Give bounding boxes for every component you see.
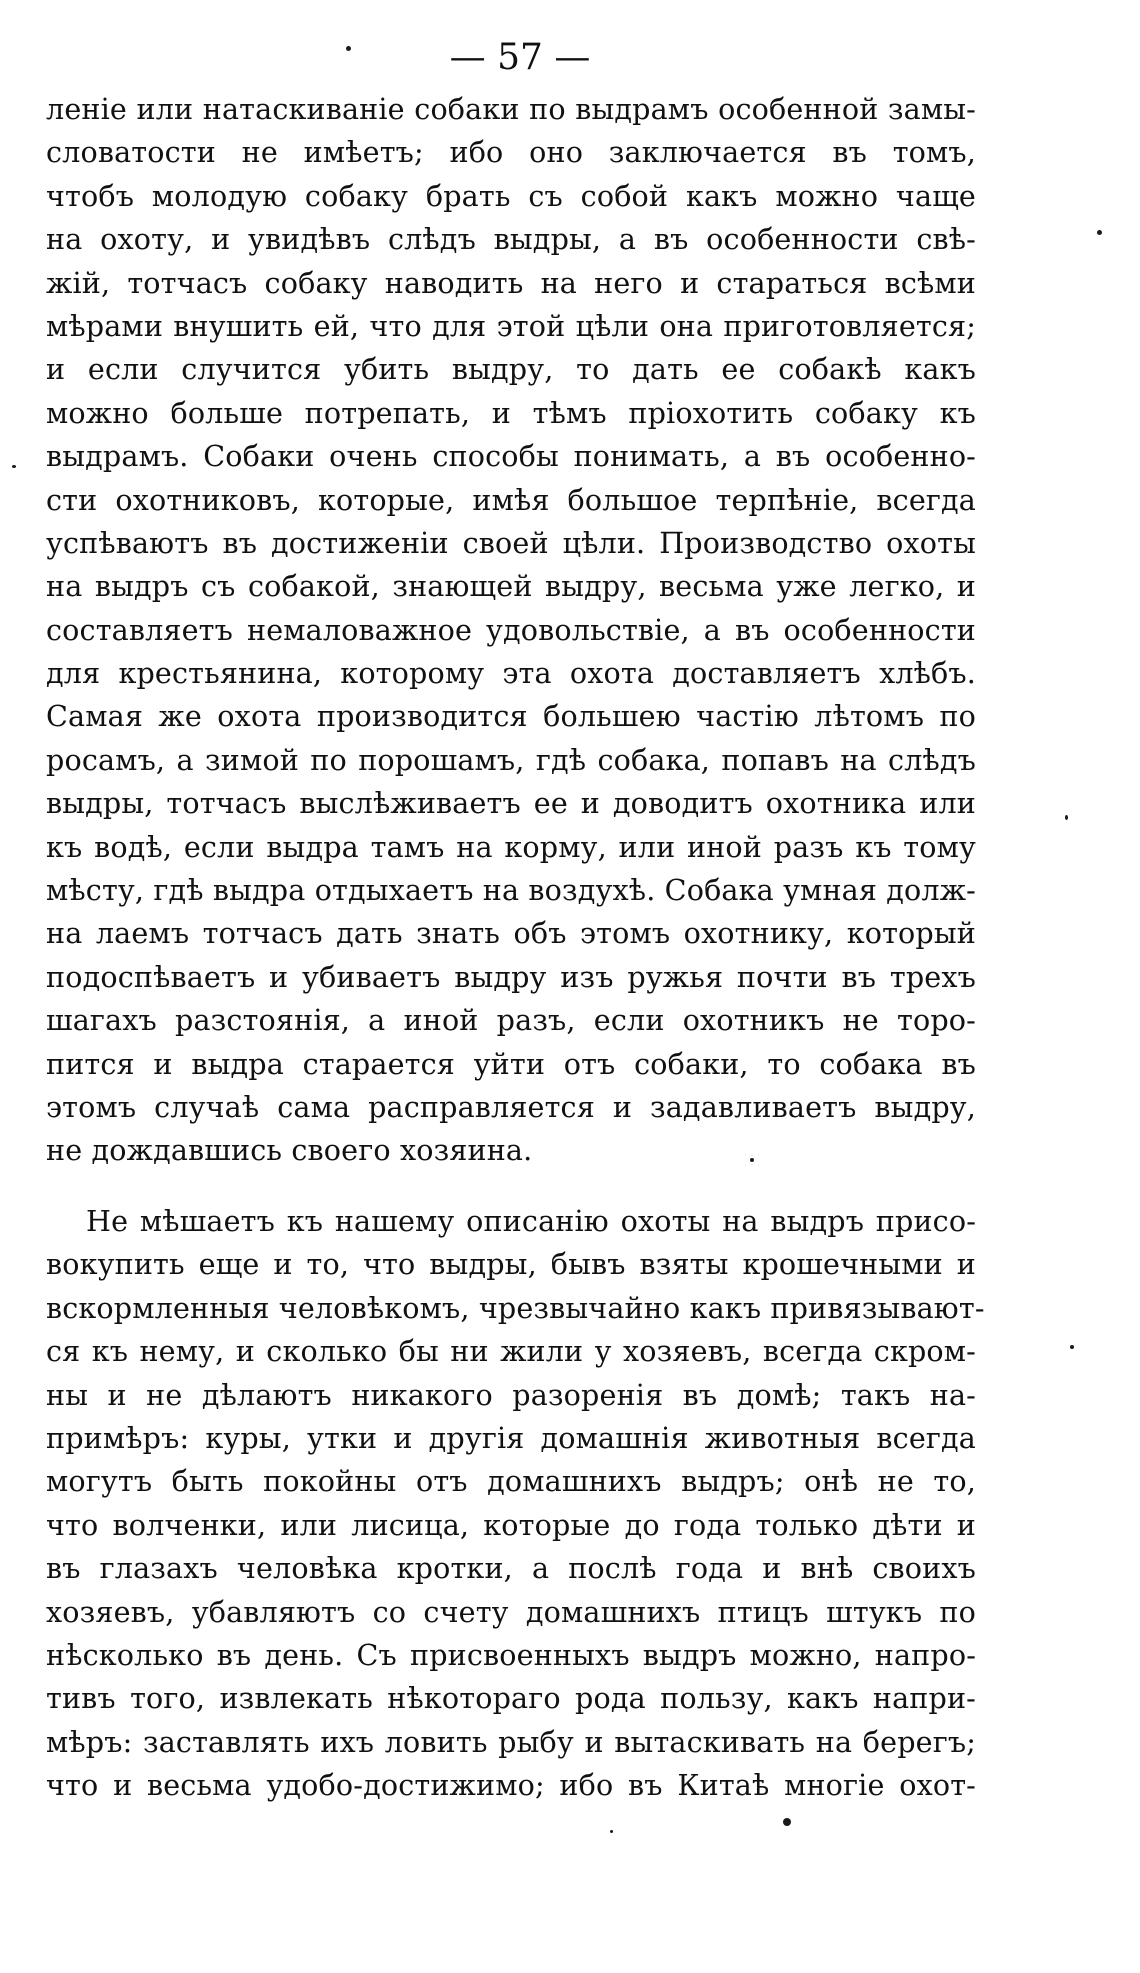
text-line: этомъ случаѣ сама расправляется и задавливаетъ выдру,	[46, 1089, 976, 1124]
text-line: выдры, тотчасъ выслѣживаетъ ее и доводитъ охотника или	[46, 786, 976, 821]
text-line: нѣсколько въ день. Съ присвоенныхъ выдръ можно, напро-	[46, 1637, 976, 1672]
text-line: къ водѣ, если выдра тамъ на корму, или иной разъ къ тому	[46, 829, 976, 864]
text-line: тивъ того, извлекать нѣкотораго рода пользу, какъ напри-	[46, 1681, 976, 1716]
ink-speck	[750, 1158, 754, 1162]
ink-speck	[1065, 815, 1068, 820]
text-line: что волченки, или лисица, которые до года только дѣти и	[46, 1507, 976, 1542]
ink-speck	[1070, 1345, 1074, 1349]
text-line: мѣръ: заставлять ихъ ловить рыбу и вытаскивать на берегъ;	[46, 1724, 976, 1759]
ink-speck	[12, 465, 16, 468]
text-line: пится и выдра старается уйти отъ собаки, то собака въ	[46, 1046, 976, 1081]
text-line: не дождавшись своего хозяина.	[46, 1133, 533, 1168]
text-line: и если случится убить выдру, то дать ее собакѣ какъ	[46, 352, 976, 387]
text-line: выдрамъ. Собаки очень способы понимать, а въ особенно-	[46, 439, 976, 474]
ink-speck	[783, 1818, 791, 1826]
text-line: ны и не дѣлаютъ никакого разоренiя въ домѣ; такъ на-	[46, 1377, 976, 1412]
ink-speck	[346, 46, 351, 51]
text-line: ленiе или натаскиванiе собаки по выдрамъ особенной замы-	[46, 92, 976, 126]
text-line: въ глазахъ человѣка кротки, а послѣ года и внѣ своихъ	[46, 1551, 976, 1586]
text-line: вскормленныя человѣкомъ, чрезвычайно какъ привязывают-	[46, 1290, 985, 1325]
text-line: мѣсту, гдѣ выдра отдыхаетъ на воздухѣ. Собака умная долж-	[46, 873, 976, 908]
text-line: вокупить еще и то, что выдры, бывъ взяты крошечными и	[46, 1247, 976, 1282]
text-line: примѣръ: куры, утки и другiя домашнiя животныя всегда	[46, 1420, 976, 1455]
text-line: для крестьянина, которому эта охота доставляетъ хлѣбъ.	[46, 656, 976, 691]
text-line: шагахъ разстоянiя, а иной разъ, если охотникъ не торо-	[46, 1003, 976, 1038]
text-line: росамъ, а зимой по порошамъ, гдѣ собака, попавъ на слѣдъ	[46, 742, 976, 777]
text-line: мѣрами внушить ей, что для этой цѣли она приготовляется;	[46, 308, 976, 343]
text-line: можно больше потрепать, и тѣмъ прiохотить собаку къ	[46, 395, 976, 430]
text-line: составляетъ немаловажное удовольствiе, а въ особенности	[46, 612, 976, 647]
text-line: словатости не имѣетъ; ибо оно заключается въ томъ,	[46, 135, 976, 170]
text-line: на охоту, и увидѣвъ слѣдъ выдры, а въ особенности свѣ-	[46, 222, 976, 257]
text-line: могутъ быть покойны отъ домашнихъ выдръ; онѣ не то,	[46, 1464, 976, 1499]
text-line: что и весьма удобо-достижимо; ибо въ Китаѣ многiе охот-	[46, 1768, 976, 1803]
text-line: ся къ нему, и сколько бы ни жили у хозяевъ, всегда скром-	[46, 1334, 976, 1369]
text-line: на лаемъ тотчасъ дать знать объ этомъ охотнику, который	[46, 916, 976, 951]
ink-speck	[1097, 230, 1102, 235]
text-line: Самая же охота производится большею частiю лѣтомъ по	[46, 699, 976, 734]
ink-speck	[610, 1830, 613, 1833]
text-line: сти охотниковъ, которые, имѣя большое терпѣнiе, всегда	[46, 482, 976, 517]
text-line: Не мѣшаетъ къ нашему описанiю охоты на выдръ присо-	[86, 1204, 976, 1238]
text-line: успѣваютъ въ достиженiи своей цѣли. Производство охоты	[46, 525, 976, 560]
text-line: на выдръ съ собакой, знающей выдру, весьма уже легко, и	[46, 569, 976, 604]
page-number: — 57 —	[449, 37, 591, 78]
text-line: жiй, тотчасъ собаку наводить на него и стараться всѣми	[46, 265, 976, 300]
text-line: хозяевъ, убавляютъ со счету домашнихъ птицъ штукъ по	[46, 1594, 976, 1629]
text-line: чтобъ молодую собаку брать съ собой какъ можно чаще	[46, 178, 976, 213]
paragraph-2	[46, 1200, 985, 1807]
paragraph-1	[46, 88, 976, 1173]
text-line: подоспѣваетъ и убиваетъ выдру изъ ружья почти въ трехъ	[46, 959, 976, 994]
